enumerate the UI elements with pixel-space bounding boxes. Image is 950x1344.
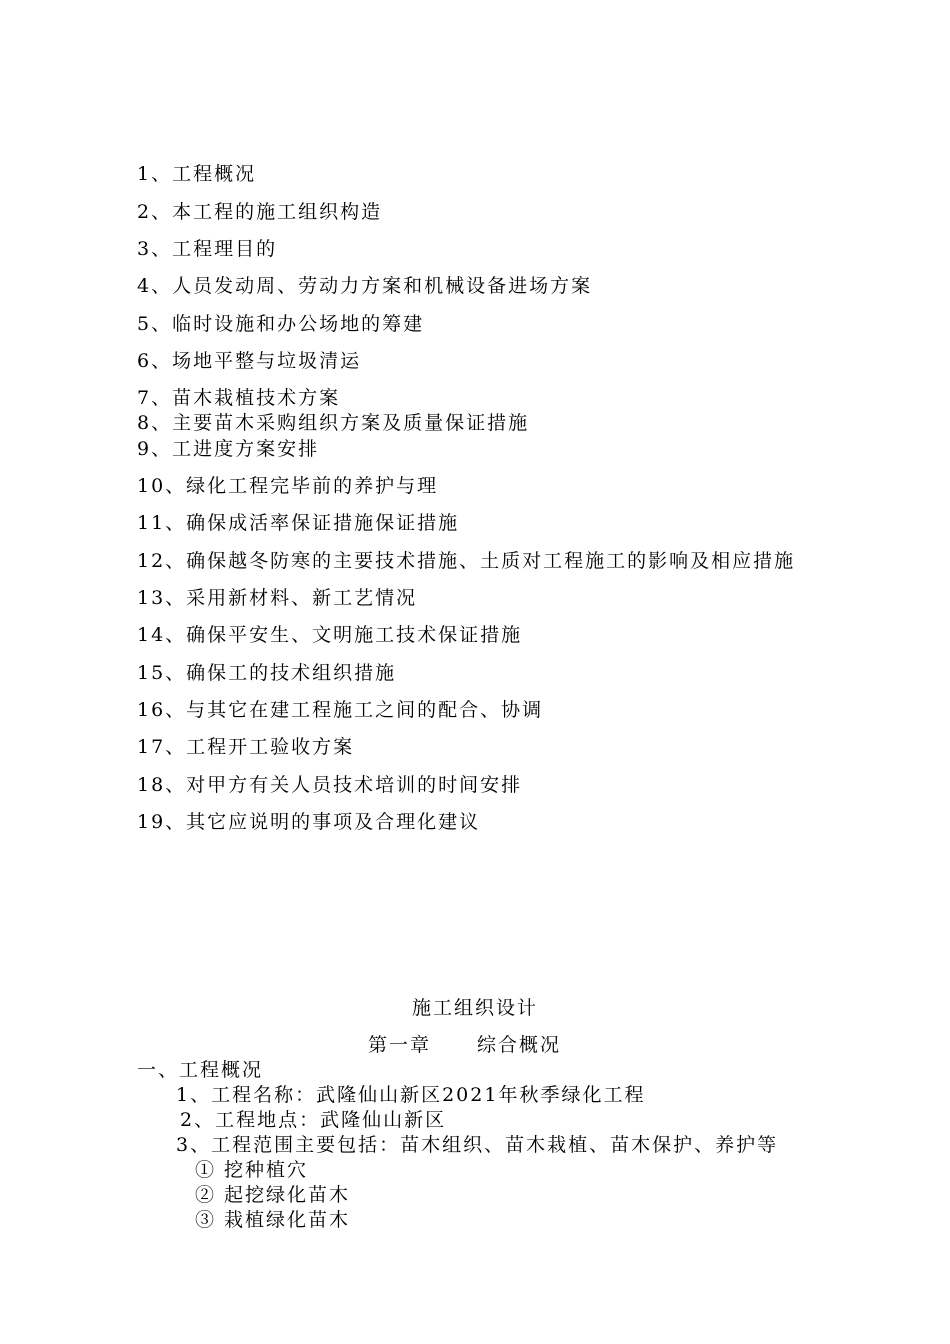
project-location: 2、工程地点：武隆仙山新区: [180, 1109, 447, 1131]
toc-item-11: 11、确保成活率保证措施保证措施: [137, 512, 460, 534]
scope-subitem-2: ② 起挖绿化苗木: [195, 1184, 351, 1206]
toc-item-2: 2、本工程的施工组织构造: [137, 201, 383, 223]
project-name: 1、工程名称：武隆仙山新区2021年秋季绿化工程: [176, 1084, 646, 1106]
chapter-title: 综合概况: [477, 1034, 562, 1056]
section-title: 一、工程概况: [137, 1059, 264, 1081]
toc-item-14: 14、确保平安生、文明施工技术保证措施: [137, 624, 523, 646]
scope-subitem-3: ③ 栽植绿化苗木: [195, 1209, 351, 1231]
chapter-number: 第一章: [368, 1034, 432, 1056]
toc-item-5: 5、临时设施和办公场地的筹建: [137, 313, 425, 335]
scope-subitem-1: ① 挖种植穴: [195, 1159, 309, 1181]
chapter-heading: [368, 1036, 561, 1055]
toc-item-15: 15、确保工的技术组织措施: [137, 662, 397, 684]
toc-item-16: 16、与其它在建工程施工之间的配合、协调: [137, 699, 544, 721]
toc-item-9: 9、工进度方案安排: [137, 438, 320, 460]
toc-item-13: 13、采用新材料、新工艺情况: [137, 587, 418, 609]
toc-item-10: 10、绿化工程完毕前的养护与理: [137, 475, 439, 497]
toc-item-18: 18、对甲方有关人员技术培训的时间安排: [137, 774, 523, 796]
toc-item-8: 8、主要苗木采购组织方案及质量保证措施: [137, 412, 530, 434]
toc-item-1: 1、工程概况: [137, 163, 257, 185]
document-title: 施工组织设计: [412, 997, 539, 1019]
project-scope: 3、工程范围主要包括：苗木组织、苗木栽植、苗木保护、养护等: [176, 1134, 779, 1156]
toc-item-7: 7、苗木栽植技术方案: [137, 387, 341, 409]
toc-item-6: 6、场地平整与垃圾清运: [137, 350, 362, 372]
toc-item-4: 4、人员发动周、劳动力方案和机械设备进场方案: [137, 275, 593, 297]
toc-item-19: 19、其它应说明的事项及合理化建议: [137, 811, 481, 833]
toc-item-12: 12、确保越冬防寒的主要技术措施、土质对工程施工的影响及相应措施: [137, 550, 796, 572]
toc-item-17: 17、工程开工验收方案: [137, 736, 355, 758]
toc-item-3: 3、工程理目的: [137, 238, 278, 260]
